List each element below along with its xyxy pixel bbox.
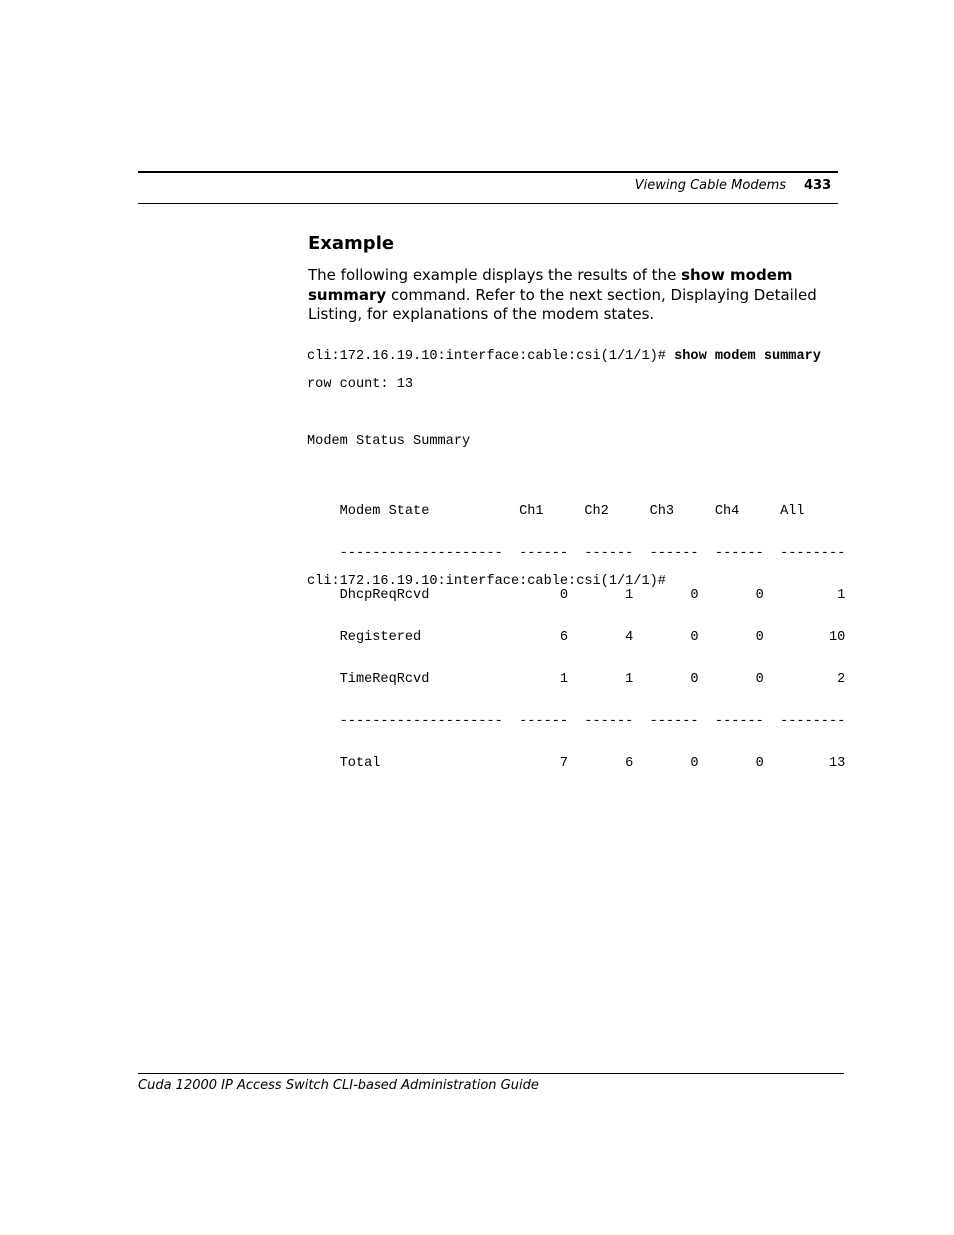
- count-cell: 1: [559, 672, 569, 687]
- state-cell: DhcpReqRcvd: [339, 588, 430, 603]
- column-header: Ch2: [584, 504, 609, 519]
- state-cell: TimeReqRcvd: [339, 672, 430, 687]
- table-separator: [307, 533, 846, 561]
- footer-title: Cuda 12000 IP Access Switch CLI-based Administration Guide: [138, 1078, 539, 1093]
- cli-prompt: cli:172.16.19.10:interface:cable:csi(1/1/1)#: [307, 349, 675, 364]
- count-cell: 2: [837, 672, 846, 687]
- footer-rule: [138, 1073, 844, 1074]
- state-cell: Registered: [339, 630, 422, 645]
- body-paragraph: [308, 266, 843, 325]
- count-cell: 1: [625, 672, 634, 687]
- table-row: [307, 659, 846, 687]
- count-cell: 1: [837, 588, 846, 603]
- count-cell: 0: [755, 672, 764, 687]
- separator-cell: --------: [780, 546, 846, 561]
- total-cell: 0: [690, 756, 699, 771]
- separator-cell: ------: [649, 546, 699, 561]
- count-cell: 0: [755, 630, 764, 645]
- column-header: Ch1: [519, 504, 544, 519]
- separator-cell: --------------------: [339, 714, 503, 729]
- separator-cell: ------: [714, 546, 764, 561]
- separator-cell: ------: [584, 546, 634, 561]
- separator-cell: --------------------: [339, 546, 503, 561]
- separator-cell: ------: [519, 714, 569, 729]
- total-cell: 0: [755, 756, 764, 771]
- summary-title: Modem Status Summary: [307, 434, 471, 449]
- column-header: Ch3: [649, 504, 675, 519]
- separator-cell: ------: [714, 714, 764, 729]
- paragraph-text-before: The following example displays the results of the: [308, 266, 682, 284]
- count-cell: 4: [625, 630, 634, 645]
- separator-cell: ------: [649, 714, 699, 729]
- cli-command-line: [307, 350, 821, 364]
- count-cell: 6: [559, 630, 569, 645]
- total-label: Total: [339, 756, 381, 771]
- page-number: 433: [804, 178, 832, 193]
- header-rule-bottom: [138, 203, 838, 204]
- row-count: row count: 13: [307, 377, 414, 392]
- cli-command: show modem summary: [674, 349, 821, 364]
- count-cell: 0: [755, 588, 764, 603]
- count-cell: 0: [690, 630, 699, 645]
- table-total-row: [307, 743, 846, 771]
- separator-cell: --------: [780, 714, 846, 729]
- command-name: show modem summary: [308, 266, 793, 304]
- table-header-row: [307, 491, 845, 519]
- count-cell: 0: [690, 588, 699, 603]
- column-header: Ch4: [714, 504, 740, 519]
- header-rule-top: [138, 171, 838, 173]
- column-header: All: [780, 504, 805, 519]
- count-cell: 10: [829, 630, 846, 645]
- table-separator: [307, 701, 846, 729]
- total-cell: 7: [559, 756, 569, 771]
- count-cell: 1: [625, 588, 634, 603]
- column-header: Modem State: [339, 504, 430, 519]
- modem-status-table: [307, 463, 845, 771]
- cli-final-prompt: cli:172.16.19.10:interface:cable:csi(1/1/1)#: [307, 574, 666, 589]
- total-cell: 13: [829, 756, 846, 771]
- count-cell: 0: [690, 672, 699, 687]
- separator-cell: ------: [584, 714, 634, 729]
- total-cell: 6: [625, 756, 634, 771]
- count-cell: 0: [559, 588, 569, 603]
- section-heading: Example: [308, 233, 395, 254]
- paragraph-text-after: command. Refer to the next section, Displaying Detailed Listing, for explanations of the modem states.: [308, 285, 817, 323]
- running-title: Viewing Cable Modems: [634, 178, 786, 193]
- separator-cell: ------: [519, 546, 569, 561]
- table-row: [307, 617, 846, 645]
